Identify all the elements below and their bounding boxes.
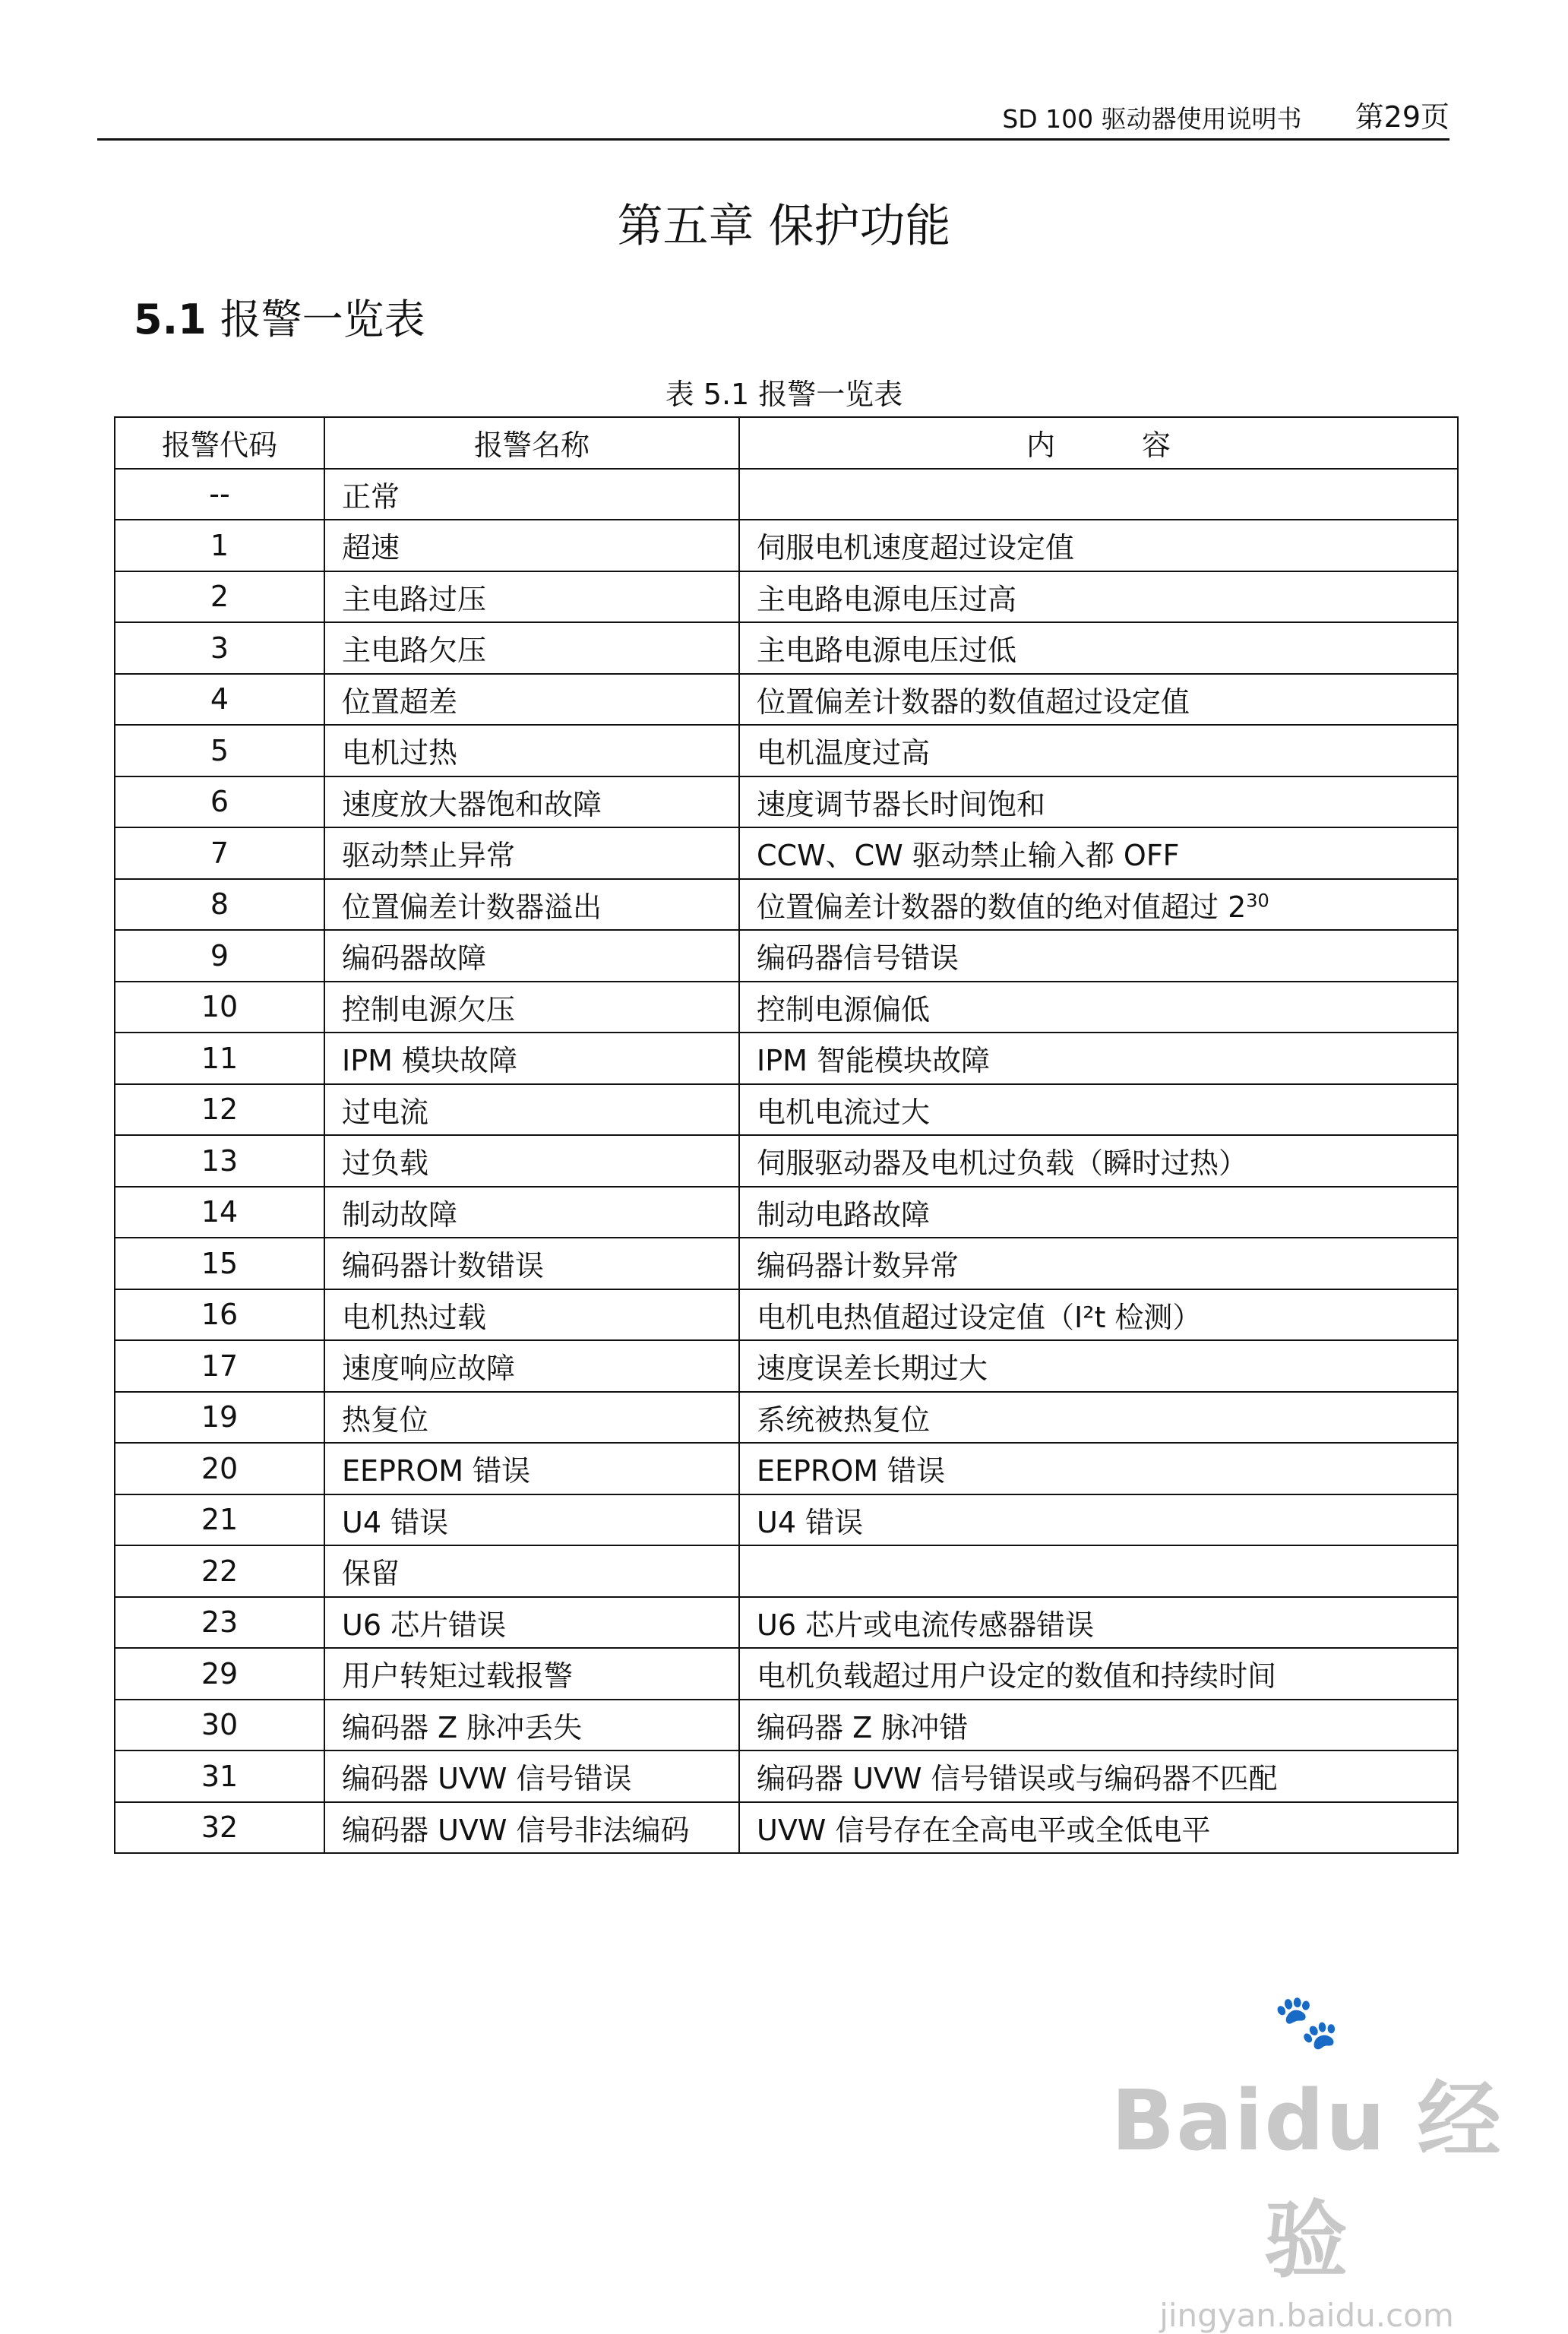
table-row [115,725,1458,776]
alarm-content-cell-text: 编码器 Z 脉冲错 [757,1710,969,1744]
alarm-content-cell [739,1084,1458,1136]
alarm-name-cell-text: 保留 [342,1557,400,1591]
document-title: SD 100 驱动器使用说明书 [1002,104,1302,134]
alarm-content-cell-text: 编码器计数异常 [757,1249,959,1283]
alarm-content-cell-text: 速度误差长期过大 [757,1352,988,1386]
alarm-code-cell [115,1187,324,1238]
table-row [115,930,1458,982]
table-row [115,1340,1458,1392]
table-row [115,1135,1458,1187]
page-number: 第29页 [1355,100,1449,134]
alarm-code-cell [115,1289,324,1341]
alarm-content-cell [739,776,1458,828]
alarm-content-cell [739,1750,1458,1802]
table-row [115,776,1458,828]
alarm-content-cell [739,1238,1458,1289]
alarm-name-cell [324,1700,739,1751]
alarm-content-cell-text: U6 芯片或电流传感器错误 [757,1608,1095,1642]
alarm-code-cell-text: 9 [210,938,229,972]
alarm-code-cell-text: 15 [201,1246,239,1280]
alarm-name-cell [324,879,739,931]
alarm-content-cell [739,725,1458,776]
table-row [115,1545,1458,1597]
alarm-code-cell [115,827,324,879]
alarm-name-cell [324,1033,739,1084]
alarm-code-cell-text: 16 [201,1298,239,1332]
header-alarm-code: 报警代码 [115,417,324,469]
alarm-name-cell-text: 主电路欠压 [342,634,487,668]
alarm-code-cell [115,1392,324,1444]
alarm-name-cell [324,1084,739,1136]
alarm-code-cell [115,520,324,571]
alarm-name-cell-text: 驱动禁止异常 [342,839,516,873]
alarm-name-cell-text: 过负载 [342,1146,429,1181]
alarm-code-cell-text: 17 [201,1349,239,1383]
alarm-code-cell-text: 10 [201,990,239,1024]
alarm-name-cell [324,622,739,674]
table-row [115,1802,1458,1854]
alarm-name-cell-text: 编码器 UVW 信号错误 [342,1762,632,1796]
alarm-code-cell-text: 19 [201,1400,239,1434]
alarm-code-cell [115,1033,324,1084]
watermark-url: jingyan.baidu.com [1159,2297,1454,2334]
alarm-code-cell-text: 29 [201,1656,239,1690]
alarm-content-cell [739,1802,1458,1854]
alarm-content-cell-text: 伺服电机速度超过设定值 [757,531,1075,565]
alarm-content-cell [739,1187,1458,1238]
section-number: 5.1 [134,296,207,343]
table-row [115,827,1458,879]
alarm-name-cell-text: 用户转矩过载报警 [342,1659,574,1694]
alarm-code-cell [115,1545,324,1597]
alarm-name-cell-text: 电机热过载 [342,1300,487,1334]
alarm-name-cell-text: 热复位 [342,1403,429,1437]
alarm-code-cell [115,879,324,931]
alarm-content-cell [739,1340,1458,1392]
alarm-name-cell [324,469,739,520]
alarm-name-cell [324,674,739,726]
table-row [115,1597,1458,1649]
alarm-name-cell [324,725,739,776]
alarm-name-cell-text: 电机过热 [342,736,458,770]
alarm-code-cell [115,1750,324,1802]
alarm-code-cell [115,1494,324,1546]
alarm-name-cell [324,1392,739,1444]
alarm-content-cell [739,1289,1458,1341]
alarm-code-cell-text: 31 [201,1759,239,1793]
alarm-content-cell-text: 制动电路故障 [757,1197,931,1232]
alarm-code-cell-text: 5 [210,733,229,767]
alarm-name-cell-text: 过电流 [342,1095,429,1129]
alarm-content-cell [739,1597,1458,1649]
alarm-name-cell-text: 编码器计数错误 [342,1249,545,1283]
alarm-code-cell [115,622,324,674]
alarm-code-cell-text: 4 [210,682,229,716]
watermark-logo: Baidu 经验 [1111,2072,1503,2289]
alarm-content-cell-text: 伺服驱动器及电机过负载（瞬时过热） [757,1146,1248,1181]
alarm-code-cell-text: 32 [201,1811,239,1845]
alarm-name-cell-text: 位置超差 [342,685,458,719]
alarm-name-cell-text: 速度放大器饱和故障 [342,787,602,821]
alarm-code-cell-text: 20 [201,1451,239,1485]
section-heading [134,287,425,346]
alarm-content-cell-text: IPM 智能模块故障 [757,1044,990,1078]
alarm-code-cell [115,469,324,520]
alarm-content-cell [739,827,1458,879]
alarm-name-cell-text: 主电路过压 [342,582,487,616]
alarm-name-cell [324,982,739,1033]
alarm-table [114,416,1459,1854]
alarm-content-cell [739,1392,1458,1444]
alarm-table-body [115,469,1458,1854]
exponent: 30 [1246,890,1269,912]
alarm-code-cell-text: 6 [210,785,229,819]
table-row [115,1084,1458,1136]
alarm-content-cell [739,622,1458,674]
alarm-name-cell [324,1597,739,1649]
alarm-content-cell [739,674,1458,726]
table-header-row [115,417,1458,469]
table-caption: 表 5.1 报警一览表 [665,378,903,411]
alarm-code-cell [115,674,324,726]
alarm-code-cell [115,1340,324,1392]
alarm-content-cell-text: 主电路电源电压过低 [757,634,1017,668]
alarm-name-cell [324,1648,739,1700]
alarm-code-cell-text: 14 [201,1195,239,1229]
alarm-name-cell [324,1750,739,1802]
alarm-code-cell-text: 12 [201,1093,239,1127]
alarm-code-cell-text: 3 [210,631,229,665]
alarm-content-cell [739,1033,1458,1084]
alarm-content-cell-text: 电机电流过大 [757,1095,931,1129]
table-row [115,982,1458,1033]
alarm-content-cell [739,1700,1458,1751]
alarm-content-cell [739,1494,1458,1546]
alarm-content-cell [739,1443,1458,1494]
alarm-name-cell-text: U4 错误 [342,1505,449,1539]
alarm-content-cell-text: 速度调节器长时间饱和 [757,787,1046,821]
page-header [97,100,1449,141]
alarm-code-cell [115,1135,324,1187]
alarm-content-cell [739,1135,1458,1187]
alarm-name-cell [324,1340,739,1392]
alarm-code-cell-text: 7 [210,836,229,870]
alarm-content-cell [739,1545,1458,1597]
alarm-content-cell-text: 位置偏差计数器的数值的绝对值超过 2 [757,890,1247,924]
alarm-content-cell [739,571,1458,623]
alarm-content-cell-text: U4 错误 [757,1505,864,1539]
alarm-code-cell [115,1648,324,1700]
table-row [115,1700,1458,1751]
table-row [115,520,1458,571]
alarm-content-cell [739,879,1458,931]
table-row [115,1648,1458,1700]
table-row [115,1443,1458,1494]
alarm-code-cell-text: 2 [210,580,229,614]
alarm-name-cell-text: 制动故障 [342,1197,458,1232]
alarm-name-cell-text: 编码器 Z 脉冲丢失 [342,1710,583,1744]
baidu-jingyan-watermark [1109,1991,1504,2334]
alarm-content-cell-text: 主电路电源电压过高 [757,582,1017,616]
alarm-name-cell-text: IPM 模块故障 [342,1044,517,1078]
table-row [115,1289,1458,1341]
alarm-name-cell [324,1238,739,1289]
alarm-name-cell [324,571,739,623]
alarm-content-cell-text: 电机电热值超过设定值（I²t 检测） [757,1300,1202,1334]
alarm-code-cell [115,982,324,1033]
alarm-code-cell-text: -- [209,477,230,511]
alarm-name-cell [324,1443,739,1494]
alarm-code-cell-text: 21 [201,1503,239,1537]
alarm-name-cell [324,1494,739,1546]
alarm-code-cell [115,1700,324,1751]
section-title: 报警一览表 [220,296,425,343]
header-alarm-name: 报警名称 [324,417,739,469]
alarm-name-cell-text: U6 芯片错误 [342,1608,507,1642]
alarm-content-cell [739,520,1458,571]
alarm-code-cell-text: 30 [201,1708,239,1742]
table-row [115,1187,1458,1238]
alarm-content-cell-text: 位置偏差计数器的数值超过设定值 [757,685,1190,719]
table-row [115,1750,1458,1802]
alarm-name-cell [324,1289,739,1341]
alarm-content-cell-text: 编码器 UVW 信号错误或与编码器不匹配 [757,1762,1278,1796]
table-row [115,879,1458,931]
alarm-name-cell [324,827,739,879]
alarm-code-cell [115,571,324,623]
alarm-code-cell-text: 8 [210,887,229,922]
alarm-name-cell [324,1545,739,1597]
alarm-code-cell [115,1802,324,1854]
table-row [115,1033,1458,1084]
alarm-name-cell [324,1187,739,1238]
alarm-code-cell [115,1084,324,1136]
alarm-content-cell-text: EEPROM 错误 [757,1454,946,1488]
alarm-name-cell-text: 编码器 UVW 信号非法编码 [342,1813,690,1847]
alarm-content-cell [739,469,1458,520]
alarm-content-cell-text: 电机温度过高 [757,736,931,770]
alarm-name-cell [324,520,739,571]
table-row [115,674,1458,726]
alarm-code-cell-text: 22 [201,1554,239,1588]
alarm-name-cell-text: 位置偏差计数器溢出 [342,890,602,924]
alarm-name-cell [324,1802,739,1854]
alarm-code-cell [115,1597,324,1649]
alarm-code-cell [115,1443,324,1494]
alarm-name-cell [324,1135,739,1187]
alarm-code-cell [115,776,324,828]
alarm-code-cell [115,1238,324,1289]
alarm-content-cell-text: 系统被热复位 [757,1403,931,1437]
alarm-code-cell-text: 11 [201,1041,239,1075]
alarm-name-cell-text: 速度响应故障 [342,1352,516,1386]
table-row [115,622,1458,674]
paw-icon: 🐾 [1273,1991,1340,2053]
alarm-content-cell [739,930,1458,982]
alarm-name-cell-text: 超速 [342,531,400,565]
header-content: 内 容 [739,417,1458,469]
alarm-code-cell-text: 13 [201,1143,239,1178]
alarm-content-cell-text: 控制电源偏低 [757,992,931,1026]
table-row [115,1238,1458,1289]
alarm-code-cell [115,930,324,982]
alarm-code-cell-text: 23 [201,1605,239,1640]
table-row [115,571,1458,623]
alarm-content-cell-text: 编码器信号错误 [757,941,959,976]
alarm-name-cell [324,776,739,828]
chapter-title: 第五章 保护功能 [617,200,951,253]
alarm-name-cell-text: EEPROM 错误 [342,1454,531,1488]
table-row [115,1494,1458,1546]
alarm-content-cell-text: 电机负载超过用户设定的数值和持续时间 [757,1659,1277,1694]
table-row [115,469,1458,520]
alarm-content-cell-text: CCW、CW 驱动禁止输入都 OFF [757,839,1180,873]
alarm-name-cell-text: 正常 [342,479,400,514]
alarm-name-cell [324,930,739,982]
table-row [115,1392,1458,1444]
alarm-code-cell-text: 1 [210,528,229,562]
alarm-name-cell-text: 编码器故障 [342,941,487,976]
alarm-code-cell [115,725,324,776]
alarm-content-cell [739,982,1458,1033]
alarm-name-cell-text: 控制电源欠压 [342,992,516,1026]
alarm-content-cell-text: UVW 信号存在全高电平或全低电平 [757,1813,1211,1847]
alarm-content-cell [739,1648,1458,1700]
